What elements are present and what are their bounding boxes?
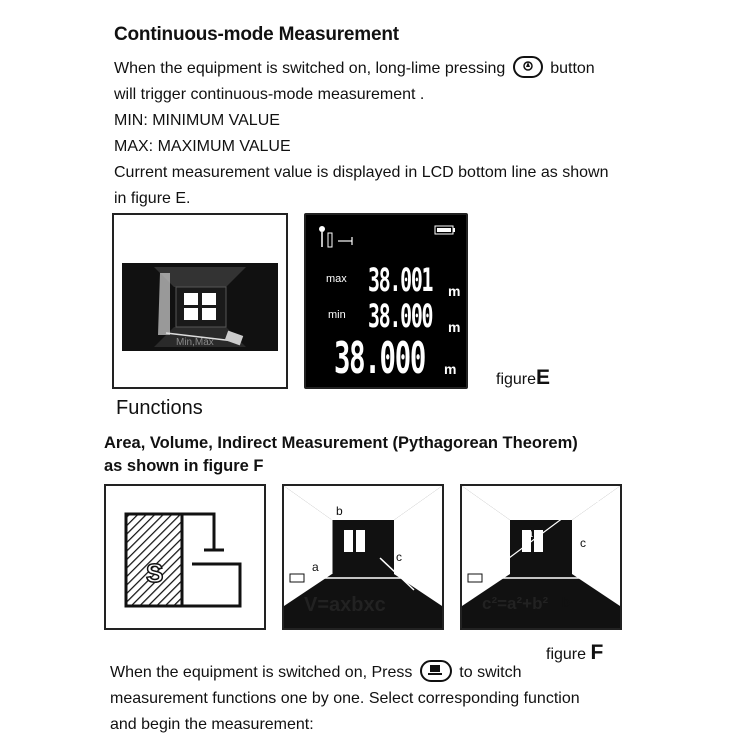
lcd-display (304, 213, 468, 389)
figure-label: figure (546, 646, 587, 663)
paragraph-line: and begin the measurement: (110, 716, 314, 733)
text-segment: When the equipment is switched on, Press (110, 664, 413, 681)
battery-icon (434, 225, 456, 235)
text-segment: to switch (459, 664, 522, 681)
label-b: b (562, 594, 570, 610)
lcd-current-unit: m (444, 361, 457, 377)
function-icon (420, 660, 452, 682)
paragraph-line: in figure E. (114, 190, 191, 207)
label-a: a (312, 560, 319, 574)
label-a: a (526, 526, 533, 540)
figure-f-pythagorean-illustration (460, 484, 622, 630)
lcd-max-value: 38.001 (368, 261, 433, 299)
figure-e-room-illustration (112, 213, 288, 389)
laser-mode-icon (316, 223, 356, 253)
paragraph-line: measurement functions one by one. Select corresponding function (110, 690, 580, 707)
section-title-continuous: Continuous-mode Measurement (114, 24, 399, 45)
lcd-max-unit: m (448, 283, 461, 299)
text-segment: button (550, 60, 595, 77)
figure-label: figure (496, 371, 537, 388)
figure-f-caption (546, 641, 603, 665)
figure-letter: F (590, 641, 604, 664)
lcd-current-value: 38.000 (334, 333, 426, 384)
subtitle-line: as shown in figure F (104, 457, 264, 475)
area-symbol: S (146, 558, 164, 588)
label-c: c (580, 536, 586, 550)
section-subtitle (104, 432, 578, 478)
subtitle-line: Area, Volume, Indirect Measurement (Pythagorean Theorem) (104, 434, 578, 452)
figure-letter: E (536, 366, 551, 389)
label-c: c (396, 550, 402, 564)
section-title-functions: Functions (116, 397, 203, 419)
label-b: b (336, 504, 343, 518)
paragraph-line (110, 660, 522, 686)
pythagorean-formula: c²=a²+b² (482, 594, 549, 613)
laser-measure-icon (513, 56, 543, 78)
lcd-max-label: max (326, 273, 347, 285)
paragraph-line: MIN: MINIMUM VALUE (114, 112, 280, 129)
photo-caption: Min,Max (176, 337, 214, 348)
paragraph-line: MAX: MAXIMUM VALUE (114, 138, 291, 155)
paragraph-line: Current measurement value is displayed in LCD bottom line as shown (114, 164, 609, 181)
volume-formula: V=axbxc (304, 594, 386, 616)
figure-f-volume-illustration (282, 484, 444, 630)
text-segment: When the equipment is switched on, long-lime pressing (114, 60, 506, 77)
figure-e-caption (496, 366, 550, 390)
figure-f-area-illustration (104, 484, 266, 630)
paragraph-line: will trigger continuous-mode measurement . (114, 86, 425, 103)
paragraph-line (114, 56, 595, 82)
lcd-min-unit: m (448, 319, 461, 335)
lcd-min-value: 38.000 (368, 297, 433, 335)
lcd-min-label: min (328, 309, 346, 321)
